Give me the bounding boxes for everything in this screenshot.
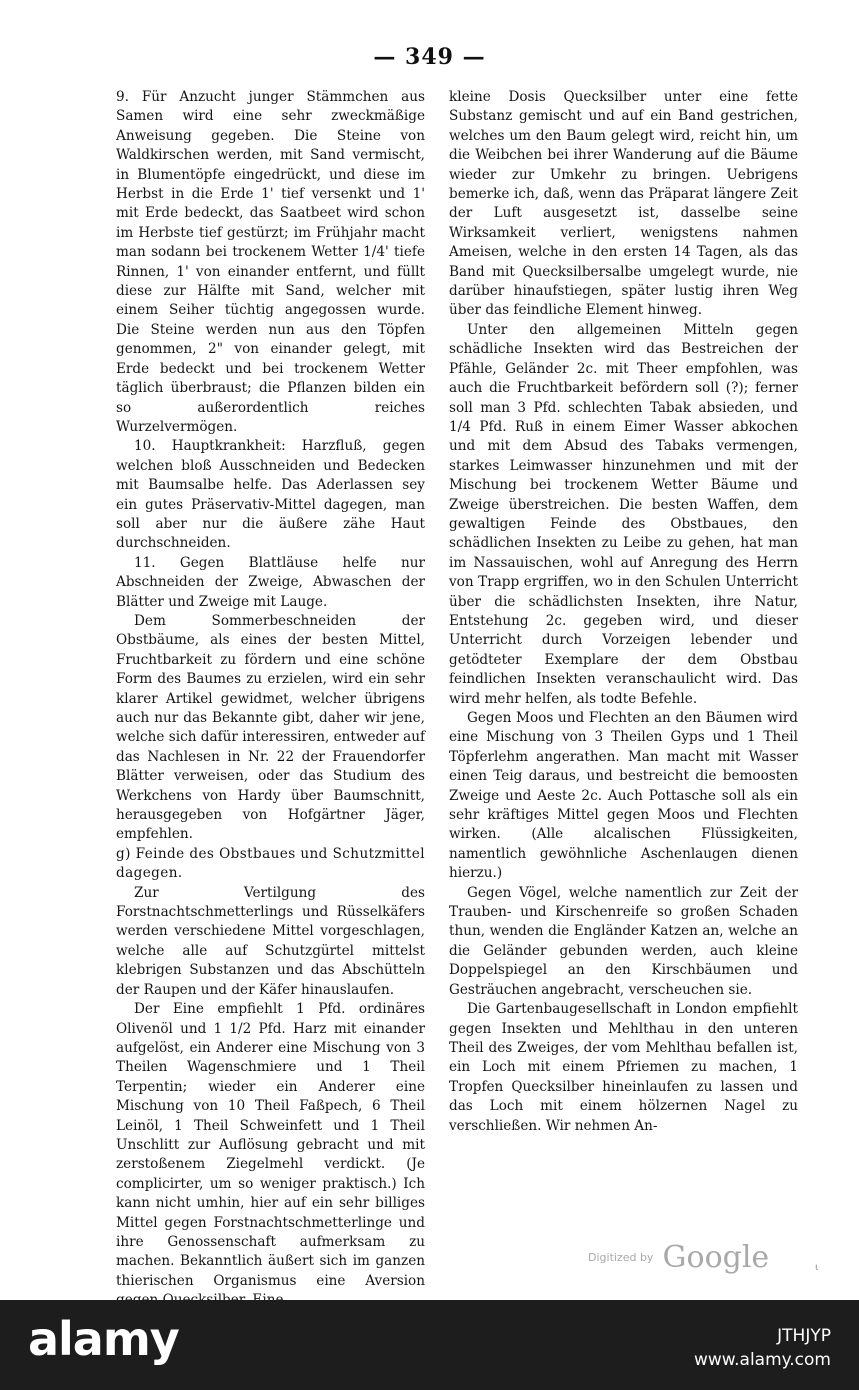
paragraph: Dem Sommerbeschneiden der Obstbäume, als eines der besten Mittel, Fruchtbarkeit zu fördern und eine schöne Form des Baumes zu erzielen, wird ein sehr klarer Artikel gewidmet, welcher übrigens auch nur das Bekannte gibt, daher wir jene, welche sich dafür interessiren, entweder auf das Nachlesen in Nr. 22 der Frauendorfer Blätter verweisen, oder das Studium des Werkchens von Hardy über Baumschnitt, herausgegeben von Hofgärtner Jäger, empfehlen. [116, 612, 425, 843]
paragraph: Unter den allgemeinen Mitteln gegen schädliche Insekten wird das Bestreichen der Pfähle, Geländer 2c. mit Theer empfohlen, was auch die Fruchtbarkeit befördern soll (?); ferner soll man 3 Pfd. schlechten Tabak absieden, und 1/4 Pfd. Ruß in einem Eimer Wasser abkochen und mit dem Absud des Tabaks vermengen, starkes Leimwasser hinzunehmen und mit der Mischung bei trockenem Wetter Bäume und Zweige überstreichen. Die besten Waffen, dem gewaltigen Feinde des Obstbaues, den schädlichen Insekten zu Leibe zu gehen, hat man im Nassauischen, wohl auf Anregung des Herrn von Trapp ergriffen, wo in den Schulen Unterricht über die schädlichsten Insekten, ihre Natur, Entstehung 2c. gegeben wird, und dieser Unterricht durch Vorzeigen lebender und getödteter Exemplare der dem Obstbau feindlichen Insekten veranschaulicht wird. Das wird mehr helfen, als todte Befehle. [449, 321, 798, 707]
paragraph: Zur Vertilgung des Forstnachtschmetterlings und Rüsselkäfers werden verschiedene Mittel vorgeschlagen, welche alle auf Schutzgürtel mittelst klebrigen Substanzen und das Abschütteln der Raupen und der Käfer hinauslaufen. [116, 884, 425, 998]
right-column [449, 88, 798, 1136]
digitized-by-text: Digitized by [588, 1251, 654, 1264]
paragraph: 10. Hauptkrankheit: Harzfluß, gegen welchen bloß Ausschneiden und Bedecken mit Baumsalbe helfe. Das Aderlassen sey ein gutes Präservativ-Mittel dagegen, man soll aber nur die äußere zähe Haut durchschneiden. [116, 438, 425, 552]
left-column [116, 88, 425, 1311]
google-watermark [588, 1240, 769, 1275]
corner-mark: ɩ [815, 1262, 819, 1273]
alamy-logo: alamy [28, 1312, 179, 1366]
image-id: JTHJYP [777, 1326, 831, 1346]
paragraph: Gegen Moos und Flechten an den Bäumen wird eine Mischung von 3 Theilen Gyps und 1 Theil Töpferlehm angerathen. Man macht mit Wasser einen Teig daraus, und bestreicht die bemoosten Zweige und Aeste 2c. Auch Pottasche soll als ein sehr kräftiges Mittel gegen Moos und Flechten wirken. (Alle alcalischen Flüssigkeiten, namentlich gewöhnliche Aschenlaugen dienen hierzu.) [449, 710, 798, 882]
paragraph: 9. Für Anzucht junger Stämmchen aus Samen wird eine sehr zweckmäßige Anweisung gegeben. Die Steine von Waldkirschen werden, mit Sand vermischt, in Blumentöpfe eingedrückt, und diese im Herbst in die Erde 1' tief versenkt und 1' mit Erde bedeckt, das Saatbeet wird schon im Herbste tief gestürzt; im Frühjahr macht man sodann bei trockenem Wetter 1/4' tiefe Rinnen, 1' von einander entfernt, und füllt diese zur Hälfte mit Sand, welcher mit einem Seiher tüchtig angegossen wurde. Die Steine werden nun aus den Töpfen genommen, 2" von einander gelegt, mit Erde bedeckt und bei trockenem Wetter täglich überbraust; die Pflanzen bilden ein so außerordentlich reiches Wurzelvermögen. [116, 89, 425, 435]
site-url: www.alamy.com [693, 1350, 831, 1370]
page-number: — 349 — [373, 44, 486, 70]
google-logo: Google [662, 1240, 770, 1275]
stock-banner [0, 1300, 859, 1390]
section-heading: g) Feinde des Obstbaues und Schutzmittel dagegen. [116, 845, 425, 882]
paragraph: Die Gartenbaugesellschaft in London empfiehlt gegen Insekten und Mehlthau in den unteren Theil des Zweiges, der vom Mehlthau befallen ist, ein Loch mit einem Pfriemen zu machen, 1 Tropfen Quecksilber hineinlaufen zu lassen und das Loch mit einem hölzernen Nagel zu verschließen. Wir nehmen An- [449, 1001, 798, 1134]
paragraph: 11. Gegen Blattläuse helfe nur Abschneiden der Zweige, Abwaschen der Blätter und Zweige mit Lauge. [116, 554, 425, 610]
paragraph: Der Eine empfiehlt 1 Pfd. ordinäres Olivenöl und 1 1/2 Pfd. Harz mit einander aufgelöst, ein Anderer eine Mischung von 3 Theilen Wagenschmiere und 1 Theil Terpentin; wieder ein Anderer eine Mischung von 10 Theil Faßpech, 6 Theil Leinöl, 1 Theil Schweinfett und 1 Theil Unschlitt zur Auflösung gebracht und mit zerstoßenem Ziegelmehl verdickt. (Je complicirter, um so weniger praktisch.) Ich kann nicht umhin, hier auf ein sehr billiges Mittel gegen Forstnachtschmetterlinge und ihre Genossenschaft aufmerksam zu machen. Bekanntlich äußert sich im ganzen thierischen Organismus eine Aversion [116, 1001, 425, 1289]
banner-info [694, 1324, 831, 1372]
paragraph: Gegen Vögel, welche namentlich zur Zeit der Trauben- und Kirschenreife so großen Schaden thun, wenden die Engländer Katzen an, welche an die Geländer gebunden werden, auch kleine Doppelspiegel an den Kirschbäumen und Gesträuchen angebracht, verscheuchen sie. [449, 884, 798, 998]
paragraph: kleine Dosis Quecksilber unter eine fette Substanz gemischt und auf ein Band gestrichen, welches um den Baum gelegt wird, reicht hin, um die Weibchen bei ihrer Wanderung auf die Bäume wieder zur Umkehr zu bringen. Uebrigens bemerke ich, daß, wenn das Präparat längere Zeit der Luft ausgesetzt ist, dasselbe seine Wirksamkeit verliert, wenigstens nahmen Ameisen, welche in den ersten 14 Tagen, als das Band mit Quecksilbersalbe umgelegt wurde, nie darüber hinaufstiegen, später lustig ihren Weg über das feindliche Element hinweg. [449, 89, 798, 319]
